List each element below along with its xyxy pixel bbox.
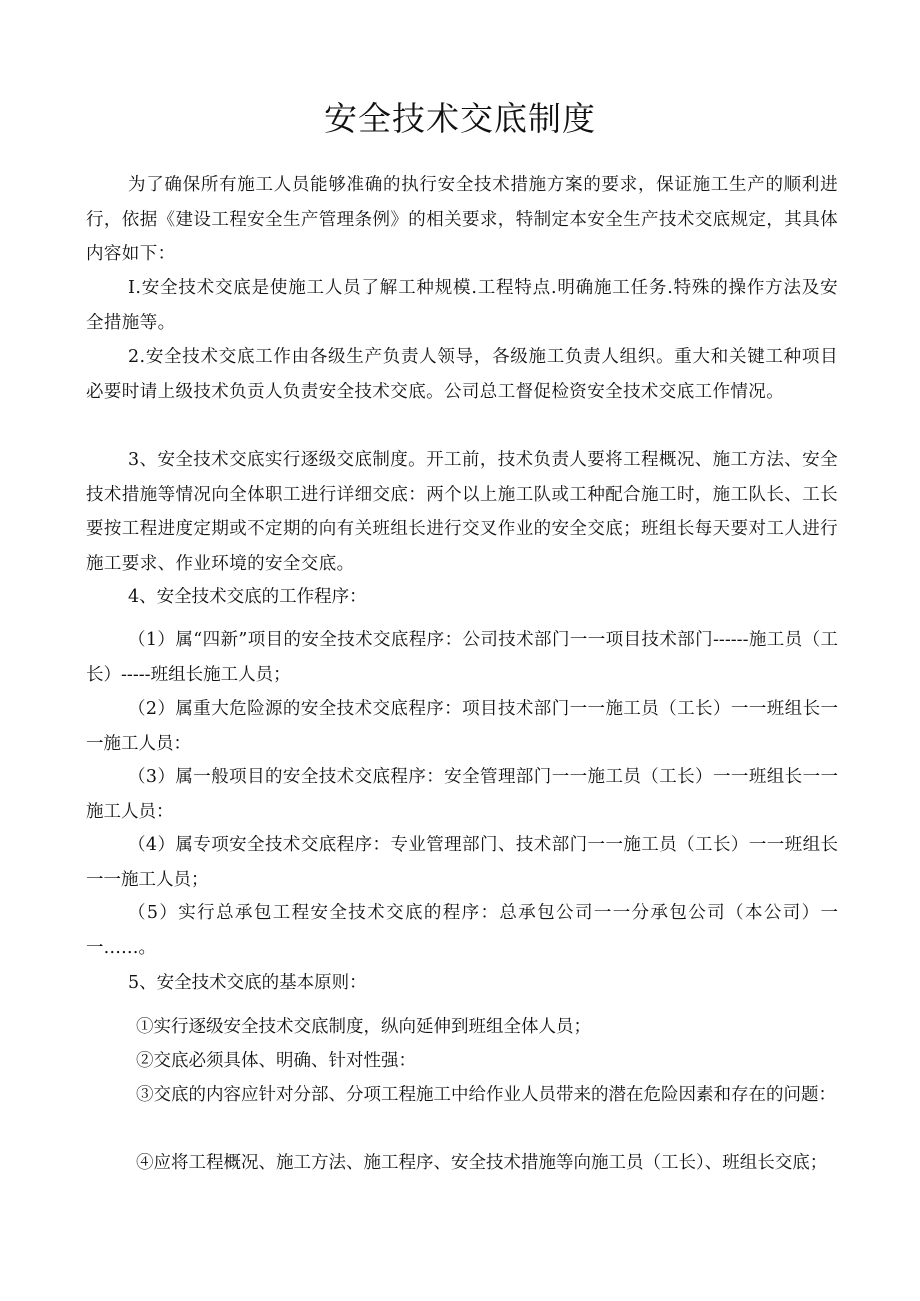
procedure-1-paragraph: （1）属“四新”项目的安全技术交底程序：公司技术部门一一项目技术部门------施工员（工长）-----班组长施工人员； (86, 630, 838, 685)
item-3-paragraph: 3、安全技术交底实行逐级交底制度。开工前，技术负责人要将工程概况、施工方法、安全技术措施等情况向全体职工进行详细交底：两个以上施工队或工种配合施工时，施工队长、工长要按工程进度定期或不定期的向有关班组长进行交叉作业的安全交底；班组长每天要对工人进行施工要求、作业环境的安全交底。 (86, 450, 838, 574)
principle-3-paragraph: ③交底的内容应针对分部、分项工程施工中给作业人员带来的潜在危险因素和存在的问题： (136, 1085, 836, 1105)
item-5-heading: 5、安全技术交底的基本原则： (128, 973, 367, 993)
principle-2-paragraph: ②交底必须具体、明确、针对性强： (136, 1051, 416, 1071)
item-1-paragraph: I.安全技术交底是使施工人员了解工种规模.工程特点.明确施工任务.特殊的操作方法及安全措施等。 (86, 278, 838, 333)
page-title: 安全技术交底制度 (324, 99, 596, 138)
principle-4-paragraph: ④应将工程概况、施工方法、施工程序、安全技术措施等向施工员（工长）、班组长交底； (136, 1153, 828, 1173)
procedure-5-paragraph: （5）实行总承包工程安全技术交底的程序：总承包公司一一分承包公司（本公司）一一……。 (86, 903, 838, 958)
procedure-4-paragraph: （4）属专项安全技术交底程序：专业管理部门、技术部门一一施工员（工长）一一班组长一一施工人员； (86, 835, 838, 890)
intro-paragraph: 为了确保所有施工人员能够准确的执行安全技术措施方案的要求，保证施工生产的顺利进行，依据《建设工程安全生产管理条例》的相关要求，特制定本安全生产技术交底规定，其具体内容如下： (86, 175, 838, 264)
item-4-heading: 4、安全技术交底的工作程序： (128, 587, 367, 607)
procedure-2-paragraph: （2）属重大危险源的安全技术交底程序：项目技术部门一一施工员（工长）一一班组长一一施工人员： (86, 699, 838, 754)
procedure-3-paragraph: （3）属一般项目的安全技术交底程序：安全管理部门一一施工员（工长）一一班组长一一施工人员： (86, 767, 838, 822)
principle-1-paragraph: ①实行逐级安全技术交底制度，纵向延伸到班组全体人员； (136, 1017, 591, 1037)
item-2-paragraph: 2.安全技术交底工作由各级生产负责人领导，各级施工负责人组织。重大和关键工种项目必要时请上级技术负贡人负责安全技术交底。公司总工督促检资安全技术交底工作情况。 (86, 347, 838, 402)
